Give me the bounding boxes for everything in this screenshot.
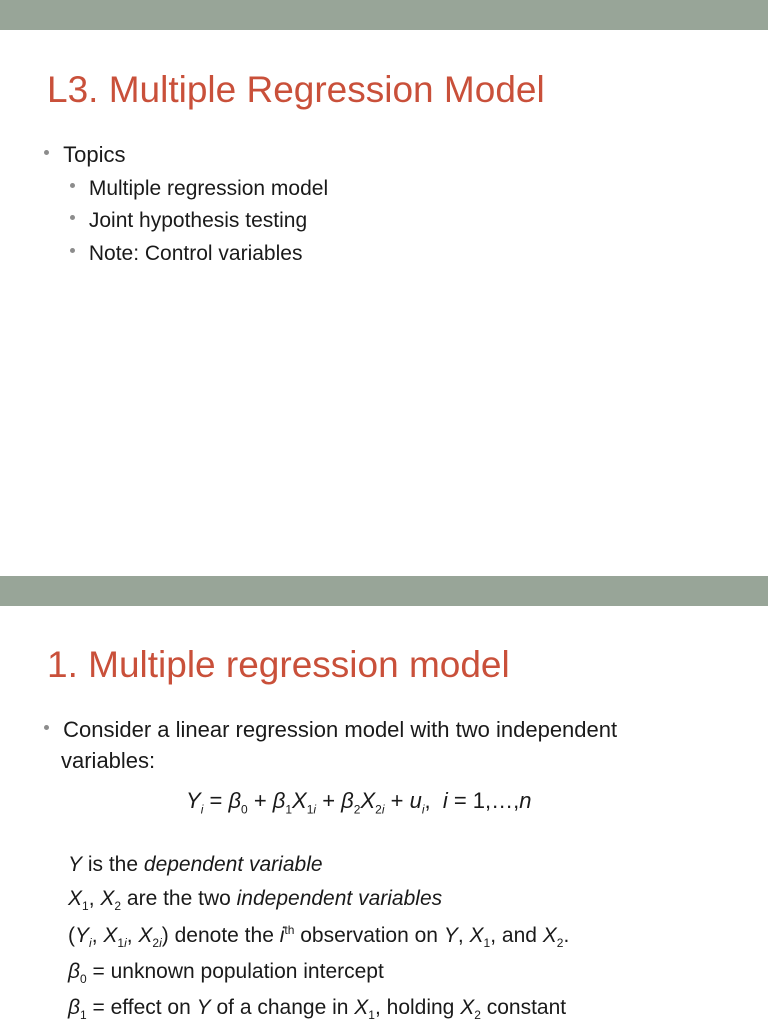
topics-label: Topics	[63, 142, 126, 167]
bullet-dot-icon	[70, 183, 75, 188]
definition-intercept: $\beta_0$ = unknown population intercept	[68, 960, 384, 987]
definition-slope-1: $\beta_1$ = effect on Y of a change in $X_1$, holding $X_2$ constant	[68, 996, 567, 1023]
bullet-dot-icon	[70, 215, 75, 220]
sub-bullet-item	[70, 239, 302, 269]
bullet-dot-icon	[44, 150, 49, 155]
slide-title: 1. Multiple regression model	[47, 644, 510, 685]
intro-line-1: Consider a linear regression model with two independent	[63, 717, 618, 742]
topic-item: Multiple regression model	[88, 177, 329, 200]
slide-header-bar	[0, 0, 768, 30]
definition-independent-variables: $X_1$, $X_2$ are the two independent variables	[68, 887, 443, 914]
sub-bullet-item	[70, 206, 307, 236]
slide-2	[0, 576, 768, 1024]
bullet-intro	[44, 715, 617, 745]
bullet-dot-icon	[44, 725, 49, 730]
sub-bullet-item	[70, 174, 328, 204]
topic-item: Joint hypothesis testing	[88, 209, 308, 232]
definition-observation: ($Y_i$, $X_{1i}$, $X_{2i}$) denote the $i^{th}$ observation on Y, $X_1$, and $X_2$.	[68, 923, 570, 951]
topic-item: Note: Control variables	[88, 242, 303, 265]
regression-equation: $Y_i = \beta_0 + \beta_1X_{1i} + \beta_2X_{2i} + u_i$, i = 1,…,n	[186, 788, 532, 817]
bullet-topics	[44, 140, 125, 170]
definition-dependent-variable: Y is the dependent variable	[68, 853, 323, 876]
intro-line-2: variables:	[61, 748, 156, 773]
bullet-dot-icon	[70, 248, 75, 253]
slide-header-bar	[0, 576, 768, 606]
slide-title: L3. Multiple Regression Model	[47, 69, 545, 110]
